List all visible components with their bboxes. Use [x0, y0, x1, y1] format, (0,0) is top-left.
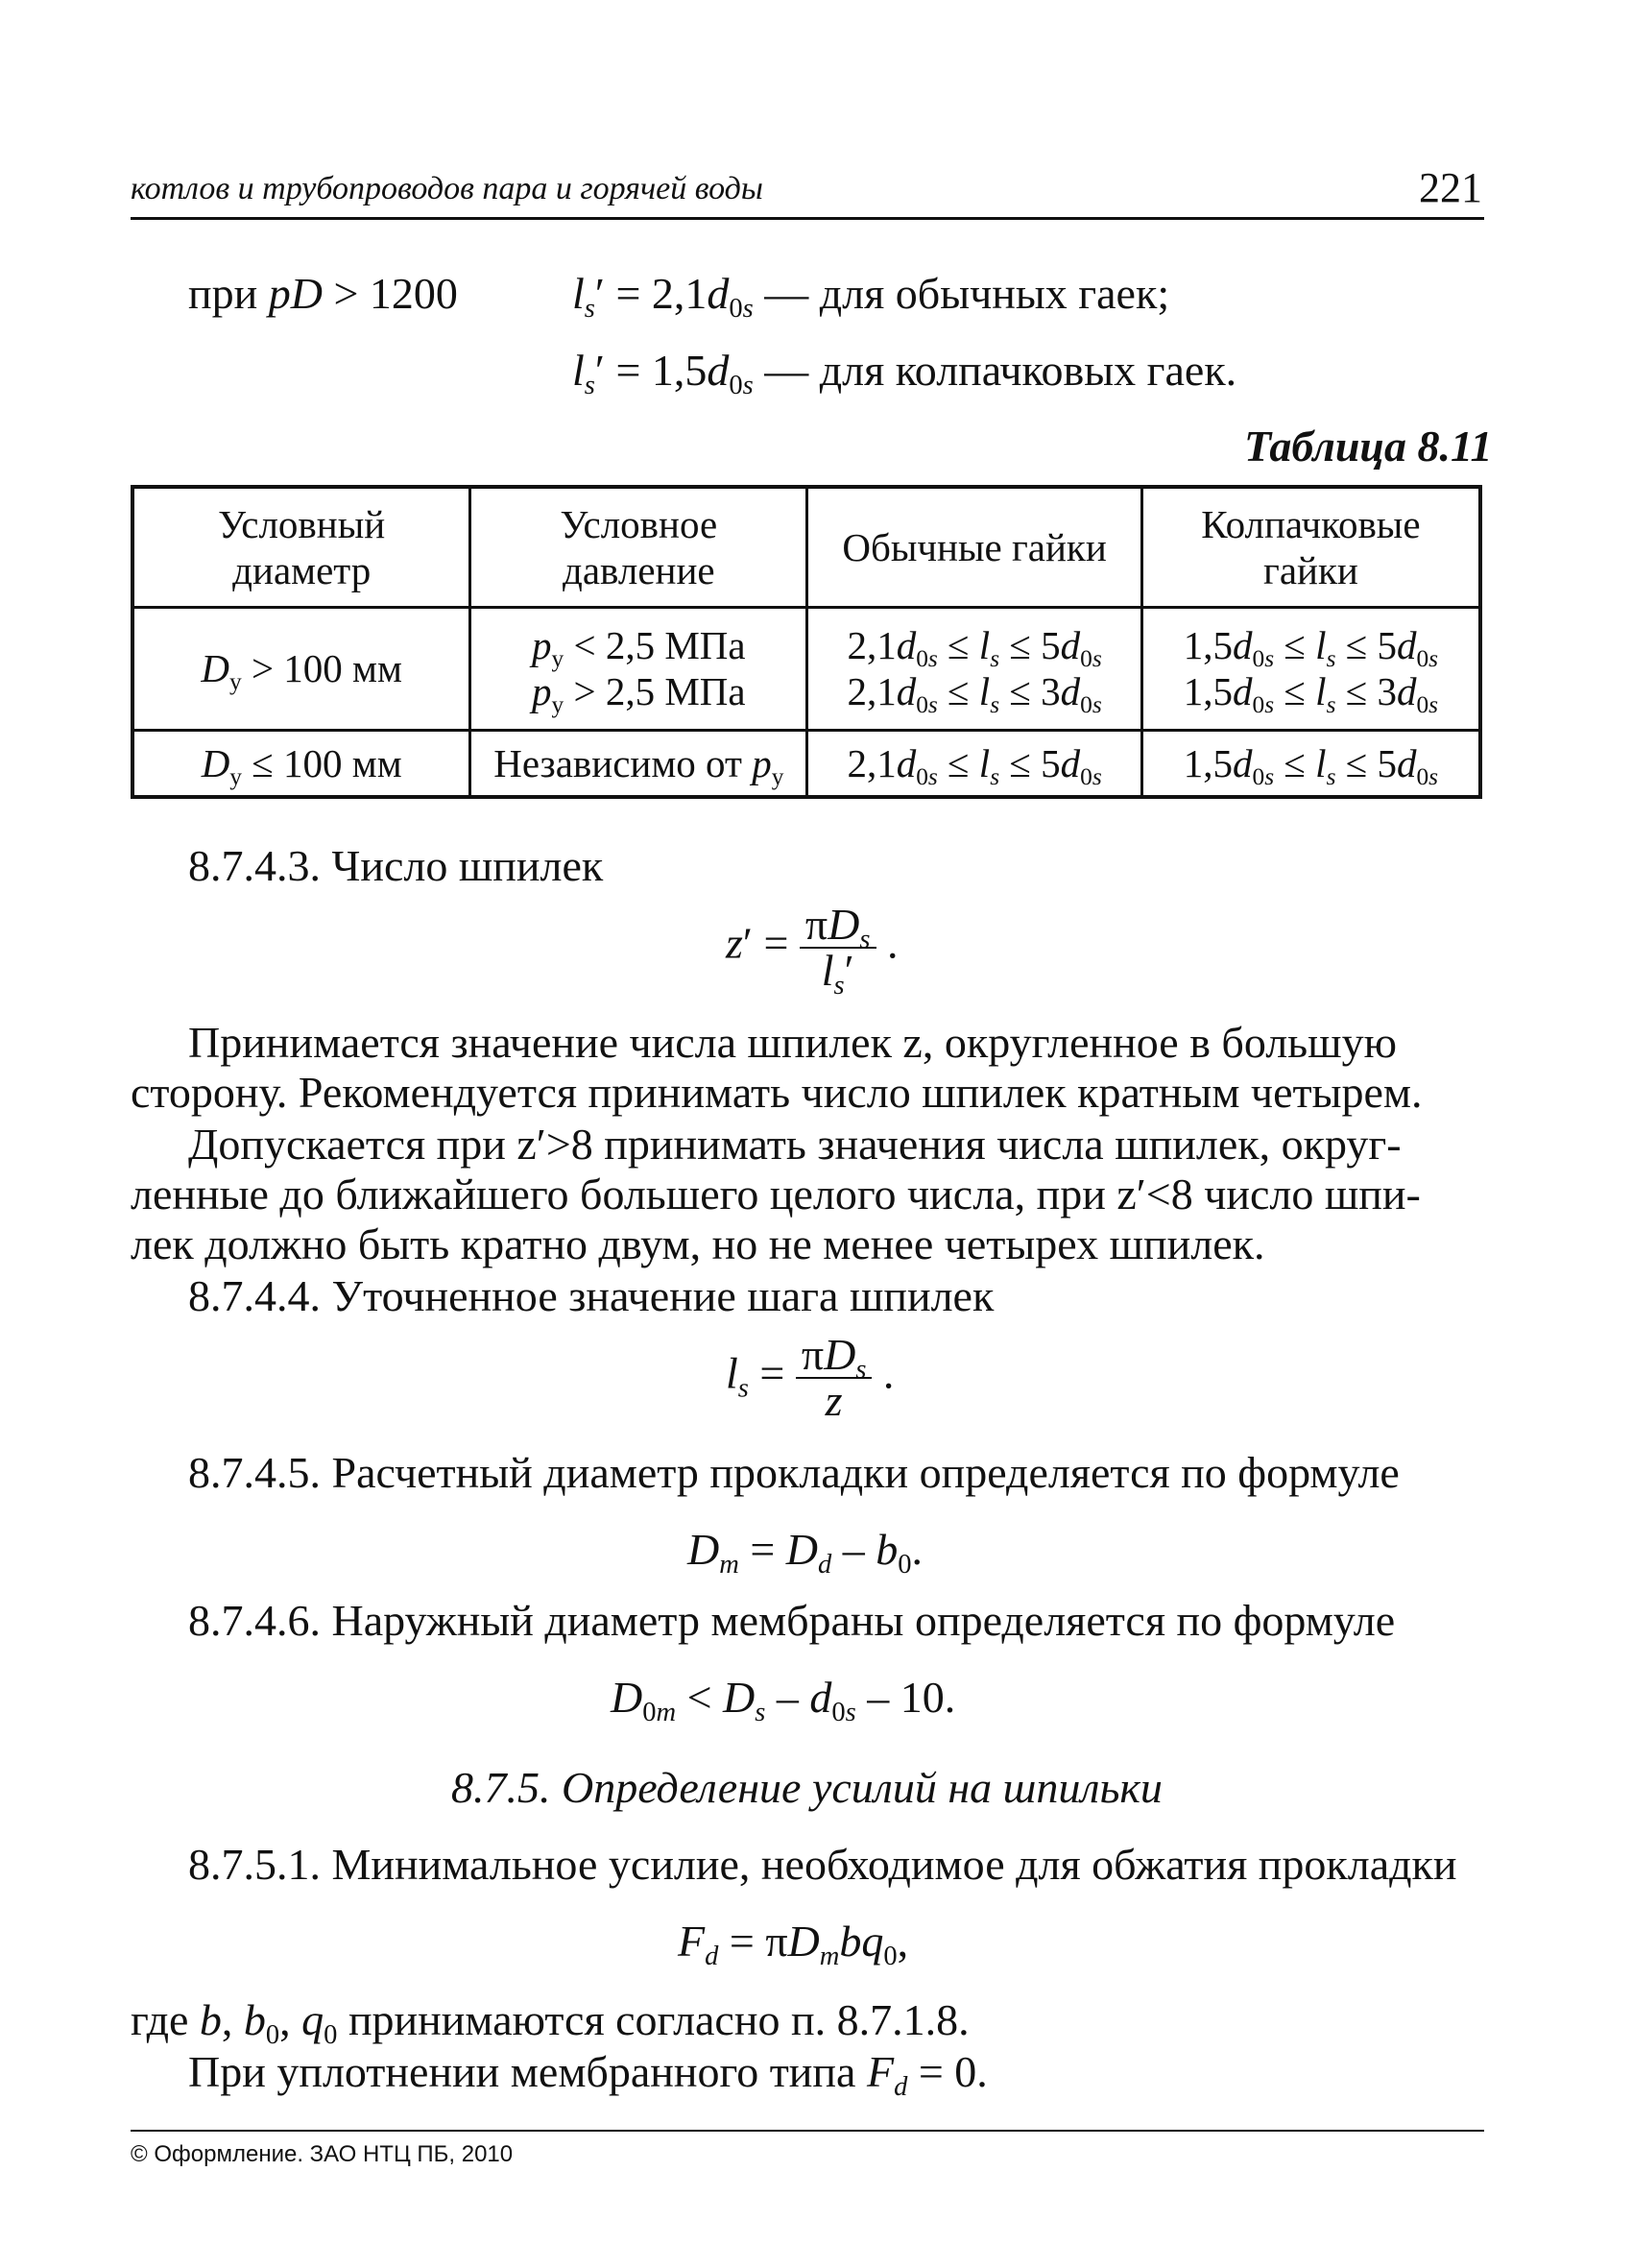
running-title: котлов и трубопроводов пара и горячей воды: [131, 171, 763, 206]
cell-ordinary: $2,1d_{0s} \le l_s \le 5d_{0s}$: [807, 730, 1142, 797]
formula-dm: $D_m = D_d - b_0$.: [687, 1525, 924, 1580]
table-header-row: [132, 487, 1480, 607]
table-8-11: [131, 485, 1482, 799]
cell-diameter-le100: $D_у \le 100$ мм: [132, 730, 470, 797]
para2-line3: лек должно быть кратно двум, но не менее четырех шпилек.: [131, 1219, 1265, 1268]
formula-ls-cap: $l_s' = 1,5d_{0s}$ — для колпачковых гаек.: [572, 346, 1237, 401]
table-caption: Таблица 8.11: [1244, 422, 1493, 470]
para1-line1: Принимается значение числа шпилек z, округленное в большую: [188, 1018, 1397, 1067]
th-diameter: Условный диаметр: [132, 487, 470, 607]
formula-d0m: $D_{0m} < D_s - d_{0s} - 10$.: [611, 1673, 956, 1728]
formula-ls-ordinary: $l_s' = 2,1d_{0s}$ — для обычных гаек;: [572, 269, 1170, 325]
th-ordinary: Обычные гайки: [807, 487, 1142, 607]
cell-cap: $1,5d_{0s} \le l_s \le 5d_{0s}$: [1141, 730, 1480, 797]
footer-copyright: © Оформление. ЗАО НТЦ ПБ, 2010: [131, 2141, 514, 2167]
cell-pressure-split: $p_у < 2,5$ МПа $p_у > 2,5$ МПа: [470, 607, 807, 730]
th-cap: Колпачковые гайки: [1141, 487, 1480, 607]
membrane-line: При уплотнении мембранного типа $F_d = 0$.: [188, 2047, 988, 2103]
formula-ls: $l_s$ = $\frac{\pi D_s}{z}$ .: [726, 1330, 895, 1425]
cell-ordinary-split: $2,1d_{0s} \le l_s \le 5d_{0s}$ $2,1d_{0s} \le l_s \le 3d_{0s}$: [807, 607, 1142, 730]
formula-z-prime: z′ = $\frac{\pi D_s}{l_s'}$ .: [726, 900, 899, 1001]
header-rule: [131, 217, 1484, 220]
page-number: 221: [1419, 164, 1482, 211]
para1-line2: сторону. Рекомендуется принимать число шпилек кратным четырем.: [131, 1068, 1423, 1117]
table-row: [132, 607, 1480, 730]
intro-condition: при pD > 1200: [188, 269, 458, 318]
para2-line1: Допускается при z′>8 принимать значения числа шпилек, округ-: [188, 1120, 1402, 1169]
section-875-title: 8.7.5. Определение усилий на шпильки: [451, 1763, 1163, 1812]
table-row: [132, 730, 1480, 797]
section-8743: 8.7.4.3. Число шпилек: [188, 841, 604, 890]
cell-pressure-any: Независимо от $p_у$: [470, 730, 807, 797]
section-8746: 8.7.4.6. Наружный диаметр мембраны определяется по формуле: [188, 1596, 1396, 1645]
section-8744: 8.7.4.4. Уточненное значение шага шпилек: [188, 1271, 995, 1320]
th-pressure: Условное давление: [470, 487, 807, 607]
formula-fd: $F_d = \pi D_mbq_0$,: [678, 1917, 909, 1972]
section-8745: 8.7.4.5. Расчетный диаметр прокладки определяется по формуле: [188, 1448, 1400, 1497]
section-8751: 8.7.5.1. Минимальное усилие, необходимое для обжатия прокладки: [188, 1840, 1457, 1889]
cell-cap-split: $1,5d_{0s} \le l_s \le 5d_{0s}$ $1,5d_{0s} \le l_s \le 3d_{0s}$: [1141, 607, 1480, 730]
footer-rule: [131, 2130, 1484, 2132]
cell-diameter-gt100: $D_у > 100$ мм: [132, 607, 470, 730]
where-line: где b, $b_0$, $q_0$ принимаются согласно п. 8.7.1.8.: [131, 1995, 970, 2051]
para2-line2: ленные до ближайшего большего целого числа, при z′<8 число шпи-: [131, 1170, 1421, 1218]
